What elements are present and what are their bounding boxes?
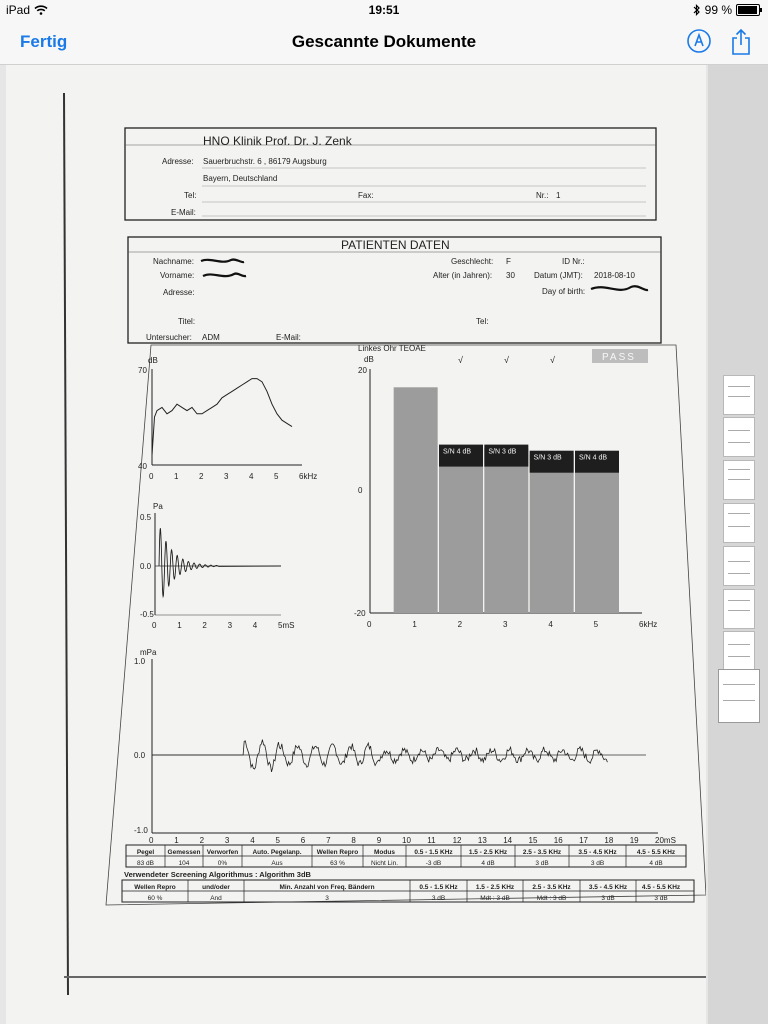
teoae-x-tick: 0 [367, 620, 372, 629]
screening-table [122, 870, 694, 902]
page-thumbnail-6[interactable] [723, 589, 755, 629]
teoae-bar [484, 448, 528, 613]
response-x-tick: 13 [477, 836, 487, 845]
clinic-box [125, 128, 656, 220]
teoae-y-tick: 20 [358, 366, 367, 375]
response-x-tick: 4 [250, 836, 255, 845]
teoae-bar [575, 461, 619, 614]
teoae-x-tick: 1 [412, 620, 417, 629]
idnr-label: ID Nr.: [562, 257, 585, 266]
results-value-cell: -3 dB [425, 860, 442, 867]
document-scan [6, 65, 706, 1024]
results-header-cell: Wellen Repro [316, 849, 359, 856]
clinic-email-label: E-Mail: [171, 208, 196, 217]
spectrum-x-tick: 0 [149, 472, 154, 481]
response-x-tick: 12 [452, 836, 462, 845]
screening-value-cell: 3 [325, 895, 329, 902]
spectrum-x-tick: 1 [174, 472, 179, 481]
clinic-address-line1: Sauerbruchstr. 6 , 86179 Augsburg [203, 157, 327, 166]
chart-spectrum [138, 356, 317, 481]
stimulus-ylabel: Pa [153, 502, 163, 511]
teoae-x-tick: 2 [457, 620, 463, 629]
patient-box [128, 237, 661, 343]
teoae-checkmark: √ [458, 355, 463, 365]
nav-title: Gescannte Dokumente [291, 32, 477, 51]
untersucher-label: Untersucher: [146, 333, 192, 342]
screening-header-cell: 4.5 - 5.5 KHz [641, 884, 681, 891]
screening-header-cell: Min. Anzahl von Freq. Bändern [279, 884, 375, 891]
alter-value: 30 [506, 271, 515, 280]
teoae-y-tick: 0 [358, 486, 363, 495]
response-x-tick: 1 [174, 836, 179, 845]
page-thumbnail-5[interactable] [723, 546, 755, 586]
results-header-cell: 0.5 - 1.5 KHz [414, 849, 453, 856]
teoae-snr-label: S/N 3 dB [533, 454, 562, 462]
spectrum-line [152, 379, 292, 456]
results-value-cell: 4 dB [481, 860, 495, 867]
clinic-address-label: Adresse: [162, 157, 194, 166]
results-value-cell: 104 [178, 860, 190, 867]
patient-header: PATIENTEN DATEN [341, 238, 450, 252]
stimulus-x-tick: 2 [202, 621, 207, 630]
stimulus-x-tick: 5mS [278, 621, 295, 630]
teoae-title: Linkes Ohr TEOAE [358, 344, 426, 353]
results-value-cell: 0% [217, 860, 228, 867]
document-viewer[interactable] [0, 65, 708, 1024]
results-value-cell: Nicht Lin. [370, 860, 399, 867]
teoae-x-tick: 6kHz [639, 620, 658, 629]
clinic-name: HNO Klinik Prof. Dr. J. Zenk [203, 134, 352, 148]
patient-email-label: E-Mail: [276, 333, 301, 342]
screening-value-cell: 3 dB [601, 895, 615, 902]
response-waveform [152, 740, 607, 772]
stimulus-x-tick: 0 [152, 621, 157, 630]
response-x-tick: 0 [149, 836, 154, 845]
results-header-cell: Pegel [136, 849, 155, 856]
stimulus-waveform [159, 528, 281, 596]
results-value-cell: 3 dB [535, 860, 549, 867]
bluetooth-icon [693, 4, 701, 16]
stimulus-y-tick: 0.0 [140, 562, 152, 571]
screening-title: Verwendeter Screening Algorithmus : Algorithm 3dB [124, 870, 311, 879]
datum-value: 2018-08-10 [594, 271, 635, 280]
screening-value-cell: Mdt : 3 dB [536, 895, 567, 902]
spectrum-y-tick: 40 [138, 462, 147, 471]
pass-label: PASS [602, 352, 636, 363]
screening-header-cell: 1.5 - 2.5 KHz [475, 884, 515, 891]
spectrum-x-tick: 5 [274, 472, 279, 481]
screening-header-cell: 2.5 - 3.5 KHz [532, 884, 571, 891]
device-name: iPad [6, 3, 31, 17]
response-x-tick: 18 [604, 836, 614, 845]
page-thumbnail-4[interactable] [723, 503, 755, 543]
response-x-tick: 6 [300, 836, 306, 845]
status-bar [0, 0, 768, 20]
adresse-label: Adresse: [163, 288, 195, 297]
response-y-tick: 1.0 [134, 657, 146, 666]
teoae-x-tick: 5 [593, 620, 599, 629]
response-x-tick: 2 [199, 836, 205, 845]
share-icon[interactable] [730, 28, 752, 56]
response-y-tick: -1.0 [134, 826, 148, 835]
teoae-checkmark: √ [550, 355, 555, 365]
response-x-tick: 8 [351, 836, 356, 845]
geschlecht-label: Geschlecht: [451, 257, 494, 266]
geschlecht-value: F [506, 257, 511, 266]
results-header-cell: Auto. Pegelanp. [252, 849, 302, 856]
results-value-cell: 3 dB [590, 860, 605, 867]
spectrum-x-tick: 4 [249, 472, 254, 481]
page-thumbnail-1[interactable] [723, 375, 755, 415]
results-table [126, 845, 686, 867]
results-value-cell: Aus [271, 860, 283, 867]
stimulus-x-tick: 4 [252, 621, 258, 630]
teoae-snr-label: S/N 4 dB [443, 448, 472, 456]
spectrum-x-tick: 2 [199, 472, 204, 481]
teoae-bar [530, 454, 574, 613]
response-x-tick: 15 [528, 836, 538, 845]
teoae-unit: dB [364, 355, 374, 364]
results-value-cell: 63 % [330, 860, 345, 867]
vorname-label: Vorname: [160, 271, 195, 280]
response-x-tick: 7 [326, 836, 331, 845]
teoae-checkmark: √ [504, 355, 509, 365]
page-thumbnail-7[interactable] [723, 631, 755, 671]
spectrum-x-tick: 3 [224, 472, 229, 481]
teoae-snr-label: S/N 4 dB [579, 454, 608, 462]
response-x-tick: 11 [427, 836, 436, 845]
status-time: 19:51 [368, 3, 400, 17]
alter-label: Alter (in Jahren): [433, 271, 493, 280]
page-thumbnail-2[interactable] [723, 417, 755, 457]
done-button[interactable]: Fertig [20, 32, 68, 51]
results-header-cell: Gemessen [167, 849, 201, 856]
clinic-nr-label: Nr.: [536, 191, 549, 200]
teoae-x-tick: 4 [548, 620, 553, 629]
results-header-cell: Modus [374, 849, 395, 856]
screening-value-cell: And [210, 895, 222, 902]
birth-label: Day of birth: [542, 287, 586, 296]
untersucher-value: ADM [202, 333, 220, 342]
response-x-tick: 5 [275, 836, 280, 845]
response-x-tick: 10 [402, 836, 411, 845]
clinic-nr-value: 1 [556, 191, 561, 200]
page-thumbnail-3[interactable] [723, 460, 755, 500]
clinic-address-line2: Bayern, Deutschland [203, 174, 278, 183]
spectrum-ylabel: dB [148, 356, 158, 365]
results-value-cell: 4 dB [649, 860, 663, 867]
response-x-tick: 19 [629, 836, 639, 845]
screening-value-cell: 60 % [147, 895, 163, 902]
response-x-tick: 3 [224, 836, 230, 845]
teoae-bar [394, 387, 438, 613]
chart-teoae [354, 344, 657, 629]
page-edge-left [64, 93, 68, 995]
results-header-cell: 1.5 - 2.5 KHz [468, 849, 508, 856]
stimulus-x-tick: 3 [227, 621, 233, 630]
stimulus-y-tick: -0.5 [140, 610, 154, 619]
page-thumbnail-8-current[interactable] [718, 669, 760, 723]
response-y-tick: 0.0 [134, 751, 146, 760]
patient-tel-label: Tel: [476, 317, 489, 326]
markup-icon[interactable] [686, 28, 712, 54]
battery-percent: 99 % [704, 3, 732, 17]
stimulus-x-tick: 1 [177, 621, 182, 630]
response-x-tick: 17 [579, 836, 589, 845]
response-ylabel: mPa [140, 648, 157, 657]
results-header-cell: 3.5 - 4.5 KHz [578, 849, 617, 856]
teoae-x-tick: 3 [503, 620, 508, 629]
results-value-cell: 83 dB [137, 860, 154, 867]
datum-label: Datum (JMT): [534, 271, 583, 280]
teoae-y-tick: -20 [354, 609, 366, 618]
titel-label: Titel: [178, 317, 196, 326]
screening-value-cell: 3 dB [654, 895, 668, 902]
response-x-tick: 16 [553, 836, 563, 845]
navigation-bar [0, 20, 768, 65]
spectrum-x-tick: 6kHz [299, 472, 318, 481]
screening-value-cell: Mdt : 3 dB [480, 895, 510, 902]
screening-header-cell: Wellen Repro [134, 884, 176, 891]
chart-response [134, 648, 676, 845]
results-header-cell: Verworfen [206, 849, 239, 856]
screening-header-cell: und/oder [202, 884, 230, 891]
screening-value-cell: 3 dB [431, 895, 446, 902]
response-x-tick: 9 [376, 836, 382, 845]
response-x-tick: 20mS [655, 836, 676, 845]
spectrum-y-tick: 70 [138, 366, 147, 375]
page-thumbnails[interactable] [708, 65, 768, 1024]
nachname-label: Nachname: [153, 257, 194, 266]
teoae-bar [439, 448, 483, 613]
screening-header-cell: 3.5 - 4.5 KHz [588, 884, 628, 891]
clinic-tel-label: Tel: [184, 191, 197, 200]
screening-header-cell: 0.5 - 1.5 KHz [419, 884, 458, 891]
response-x-tick: 14 [503, 836, 513, 845]
chart-stimulus [140, 502, 294, 630]
battery-icon [736, 4, 760, 16]
clinic-fax-label: Fax: [358, 191, 374, 200]
scanned-page[interactable] [6, 65, 706, 1024]
results-header-cell: 4.5 - 5.5 KHz [636, 849, 676, 856]
results-header-cell: 2.5 - 3.5 KHz [522, 849, 562, 856]
stimulus-y-tick: 0.5 [140, 513, 152, 522]
teoae-snr-label: S/N 3 dB [488, 448, 517, 456]
